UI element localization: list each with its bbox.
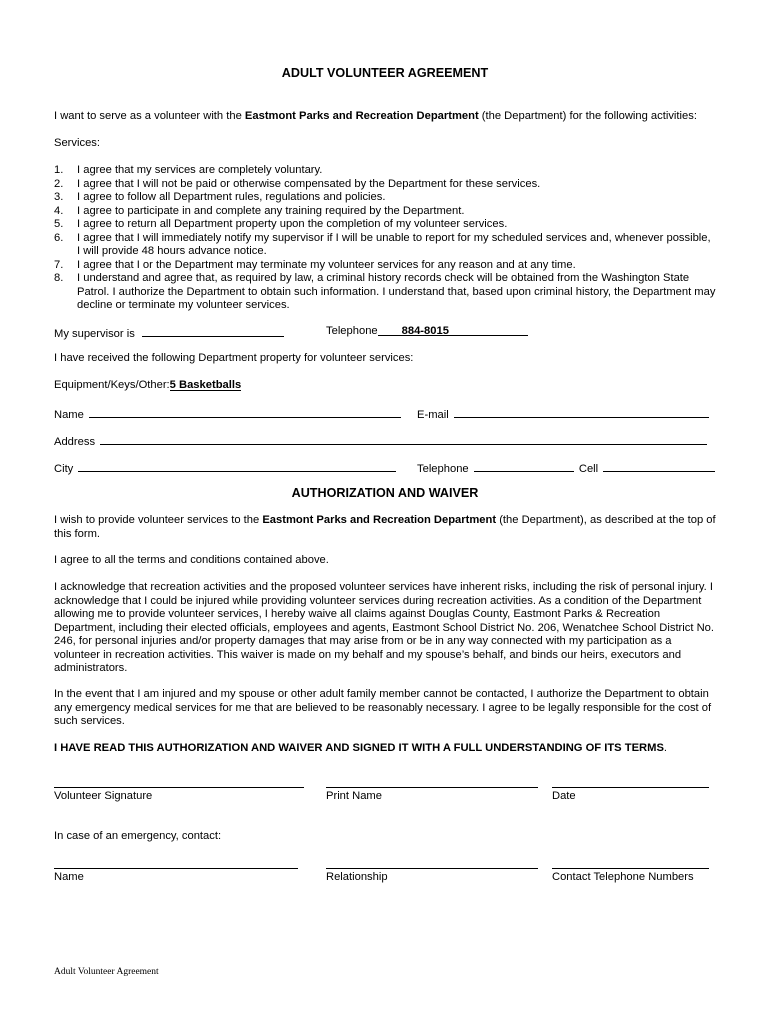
supervisor-label: My supervisor is [54,328,135,340]
term-text: I agree to participate in and complete any training required by the Department. [77,204,465,217]
term-text: I agree to follow all Department rules, regulations and policies. [77,191,386,203]
term-item [54,272,716,313]
term-number: 7. [54,258,64,271]
read-statement-text: I HAVE READ THIS AUTHORIZATION AND WAIVER AND SIGNED IT WITH A FULL UNDERSTANDING OF ITS TERMS [54,742,664,754]
term-number: 1. [54,164,64,176]
term-item [54,259,716,273]
name-label: Name [54,409,84,421]
cell-label: Cell [578,463,599,475]
supervisor-row [54,325,284,342]
email-field[interactable] [454,406,709,418]
term-number: 8. [54,272,64,284]
term-number: 6. [54,231,64,244]
term-text: I agree that my services are completely voluntary. [77,164,323,176]
name-field[interactable] [89,406,401,418]
waiver-title: AUTHORIZATION AND WAIVER [291,486,479,500]
intro-org: Eastmont Parks and Recreation Department [244,110,479,122]
term-number: 3. [54,191,64,203]
property-label: I have received the following Department property for volunteer services: [54,352,414,364]
telephone-row [417,460,715,477]
volunteer-signature-line[interactable] [54,787,304,788]
email-row [417,406,709,423]
print-name-line[interactable] [326,787,538,788]
telephone-field[interactable] [474,460,574,472]
equipment-row [54,379,241,393]
term-text: I agree to return all Department property upon the completion of my volunteer services. [77,218,508,230]
term-number: 5. [54,218,64,230]
term-item [54,164,716,178]
equipment-label: Equipment/Keys/Other: [54,379,170,391]
city-label: City [54,463,74,475]
term-item [54,232,716,259]
waiver-intro-org: Eastmont Parks and Recreation Department [262,514,497,526]
city-field[interactable] [78,460,396,472]
page-title: ADULT VOLUNTEER AGREEMENT [281,66,489,80]
term-item [54,191,716,205]
waiver-intro-prefix: I wish to provide volunteer services to the [54,514,263,526]
term-number: 4. [54,204,64,217]
term-item [54,218,716,232]
intro-suffix: (the Department) for the following activities: [478,110,697,122]
contact-phone-line[interactable] [552,868,709,869]
date-line[interactable] [552,787,709,788]
supervisor-telephone-row [326,325,528,339]
intro-paragraph [54,110,716,124]
address-field[interactable] [100,433,707,445]
term-text: I understand and agree that, as required by law, a criminal history records check will be obtained from the Washington State Patrol. I authorize the Department to obtain such information. I understand that, based upon criminal history, the Department may decline or terminate my volunteer services. [77,272,716,311]
city-row [54,460,396,477]
term-text: I agree that I will not be paid or otherwise compensated by the Department for these services. [77,177,541,190]
waiver-intro-suffix: (the Department), as described at the top of this form. [54,514,716,540]
volunteer-signature-label: Volunteer Signature [54,790,153,802]
term-text: I agree that I or the Department may terminate my volunteer services for any reason and at any time. [77,258,576,271]
term-text: I agree that I will immediately notify my supervisor if I will be unable to report for my scheduled services and, whenever possible, I will provide 48 hours advance notice. [77,231,711,257]
term-number: 2. [54,177,64,190]
agree-terms-text: I agree to all the terms and conditions contained above. [54,554,329,566]
supervisor-telephone-field[interactable]: 884-8015 [378,325,528,336]
emergency-contact-label: In case of an emergency, contact: [54,830,222,842]
date-label: Date [552,790,576,802]
term-item [54,205,716,219]
contact-name-line[interactable] [54,868,298,869]
supervisor-telephone-label: Telephone [326,325,378,337]
page-footer: Adult Volunteer Agreement [54,967,159,977]
supervisor-field[interactable] [142,325,284,337]
address-label: Address [54,436,96,448]
read-statement-period: . [663,742,668,754]
contact-phone-label: Contact Telephone Numbers [552,871,694,883]
cell-field[interactable] [603,460,715,472]
print-name-label: Print Name [326,790,382,802]
equipment-field[interactable]: 5 Basketballs [169,379,242,391]
intro-prefix: I want to serve as a volunteer with the [54,110,245,122]
emergency-authorization-paragraph: In the event that I am injured and my spouse or other adult family member cannot be contacted, I authorize the Department to obtain any emergency medical services for me that are believed to be reasonably necessary. I agree to be legally responsible for the cost of such services. [54,688,712,727]
contact-name-label: Name [54,871,84,883]
name-row [54,406,401,423]
term-item [54,178,716,192]
read-statement [54,742,667,756]
terms-list [54,164,716,313]
address-row [54,433,707,450]
services-label: Services: [54,137,101,149]
telephone-label: Telephone [417,463,469,475]
waiver-intro-paragraph [54,514,716,541]
email-label: E-mail [417,409,449,421]
relationship-line[interactable] [326,868,538,869]
acknowledge-paragraph: I acknowledge that recreation activities and the proposed volunteer services have inherent risks, including the risk of personal injury. I acknowledge that I could be injured while providing volunteer services during recreation activities. As a condition of the Department allowing me to provide volunteer services, I hereby waive all claims against Douglas County, Eastmont Parks & Recreation Department, including their elected officials, employees and agents, Eastmont School District No. 206, Wenatchee School District No. 246, for personal injuries and/or property damages that may arise from or be in any way connected with my participation as a volunteer in recreation activities. This waiver is made on my behalf and my spouse’s behalf, and binds our heirs, executors and administrators. [54,581,714,674]
relationship-label: Relationship [326,871,388,883]
